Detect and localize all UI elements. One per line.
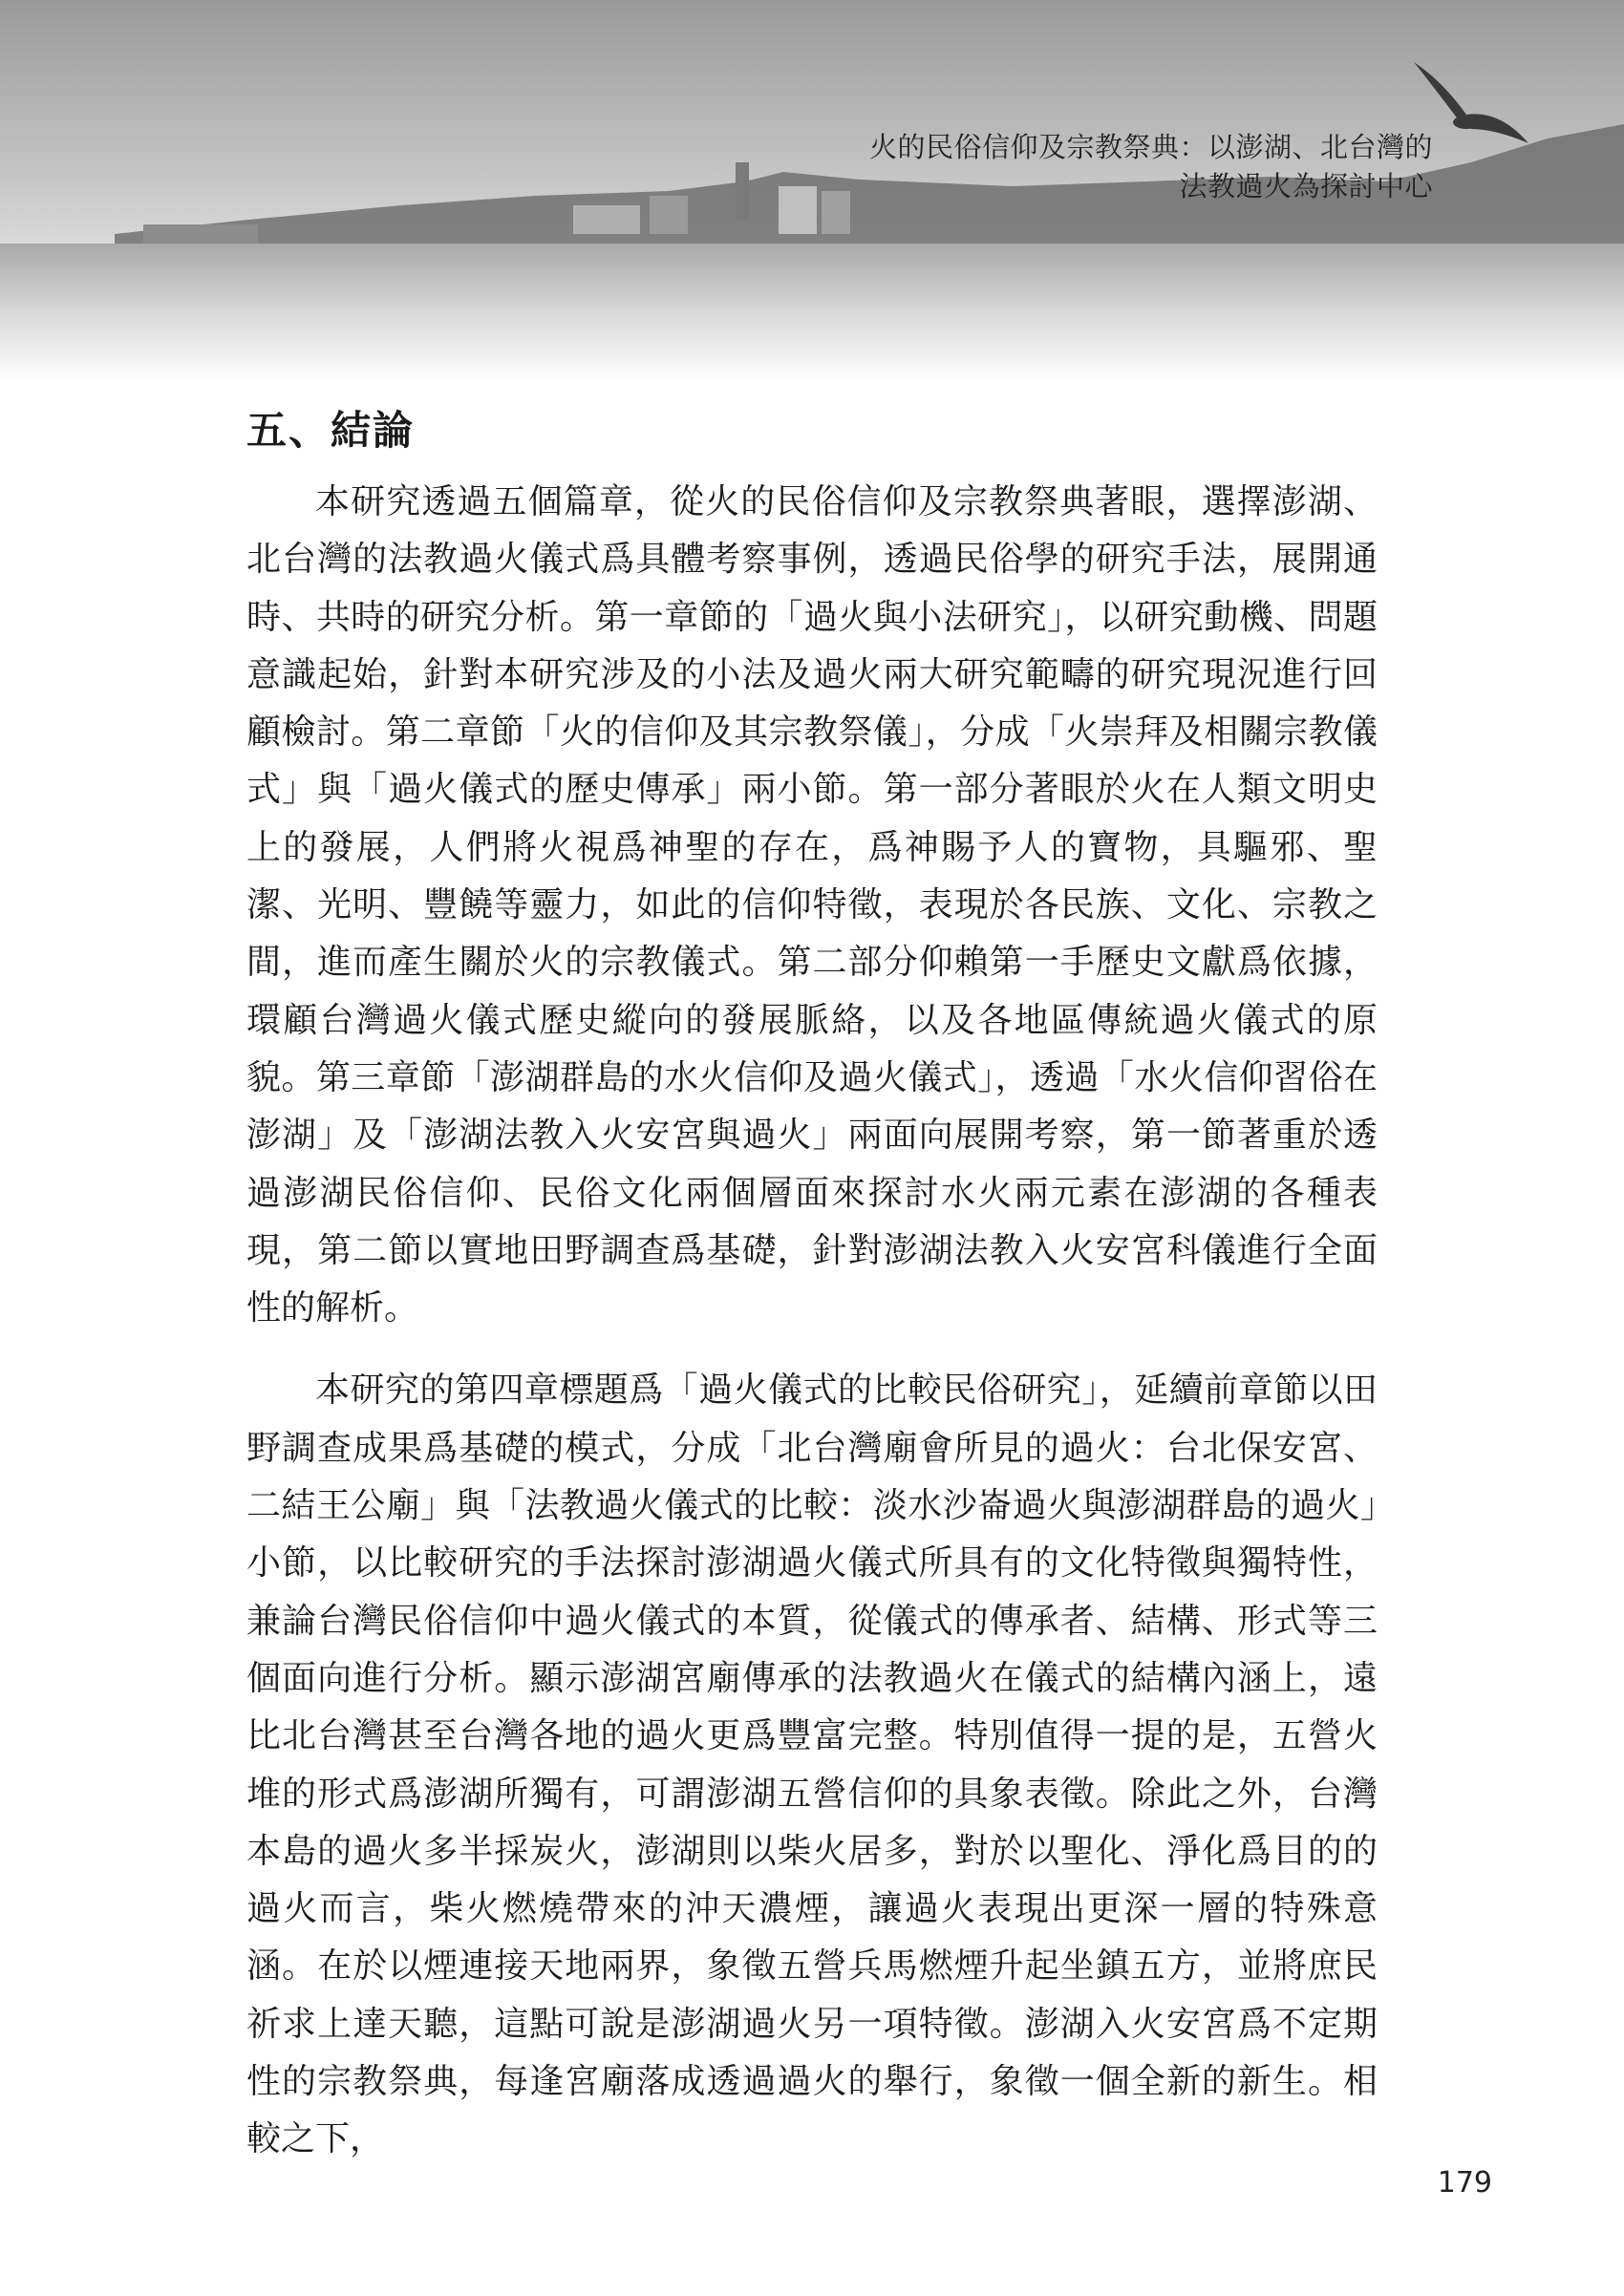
page-number: 179 bbox=[1437, 2166, 1492, 2200]
section-title: 五、結論 bbox=[246, 407, 416, 454]
paragraph: 本研究透過五個篇章，從火的民俗信仰及宗教祭典著眼，選擇澎湖、北台灣的法教過火儀式爲具體考察事例，透過民俗學的研究手法，展開通時、共時的研究分析。第一章節的「過火與小法研究」，以研究動機、問題意識起始，針對本研究涉及的小法及過火兩大研究範疇的研究現況進行回顧檢討。第二章節「火的信仰及其宗教祭儀」，分成「火崇拜及相關宗教儀式」與「過火儀式的歷史傳承」兩小節。第一部分著眼於火在人類文明史上的發展，人們將火視爲神聖的存在，爲神賜予人的寶物，具驅邪、聖潔、光明、豐饒等靈力，如此的信仰特徵，表現於各民族、文化、宗教之間，進而產生關於火的宗教儀式。第二部分仰賴第一手歷史文獻爲依據，環顧台灣過火儀式歷史縱向的發展脈絡，以及各地區傳統過火儀式的原貌。第三章節「澎湖群島的水火信仰及過火儀式」，透過「水火信仰習俗在澎湖」及「澎湖法教入火安宮與過火」兩面向展開考察，第一節著重於透過澎湖民俗信仰、民俗文化兩個層面來探討水火兩元素在澎湖的各種表現，第二節以實地田野調查爲基礎，針對澎湖法教入火安宮科儀進行全面性的解析。 bbox=[246, 482, 1378, 1329]
main-content bbox=[246, 382, 1378, 2194]
paragraph: 本研究的第四章標題爲「過火儀式的比較民俗研究」，延續前章節以田野調查成果爲基礎的模式，分成「北台灣廟會所見的過火：台北保安宮、二結王公廟」與「法教過火儀式的比較：淡水沙崙過火與澎湖群島的過火」小節，以比較研究的手法探討澎湖過火儀式所具有的文化特徵與獨特性，兼論台灣民俗信仰中過火儀式的本質，從儀式的傳承者、結構、形式等三個面向進行分析。顯示澎湖宮廟傳承的法教過火在儀式的結構內涵上，遠比北台灣甚至台灣各地的過火更爲豐富完整。特別值得一提的是，五營火堆的形式爲澎湖所獨有，可謂澎湖五營信仰的具象表徵。除此之外，台灣本島的過火多半採炭火，澎湖則以柴火居多，對於以聖化、淨化爲目的的過火而言，柴火燃燒帶來的沖天濃煙，讓過火表現出更深一層的特殊意涵。在於以煙連接天地兩界，象徵五營兵馬燃煙升起坐鎮五方，並將庶民祈求上達天聽，這點可說是澎湖過火另一項特徵。澎湖入火安宮爲不定期性的宗教祭典，每逢宮廟落成透過過火的舉行，象徵一個全新的新生。相較之下， bbox=[246, 1371, 1378, 2159]
running-header: 火的民俗信仰及宗教祭典：以澎湖、北台灣的法教過火為探討中心 bbox=[868, 131, 1433, 202]
